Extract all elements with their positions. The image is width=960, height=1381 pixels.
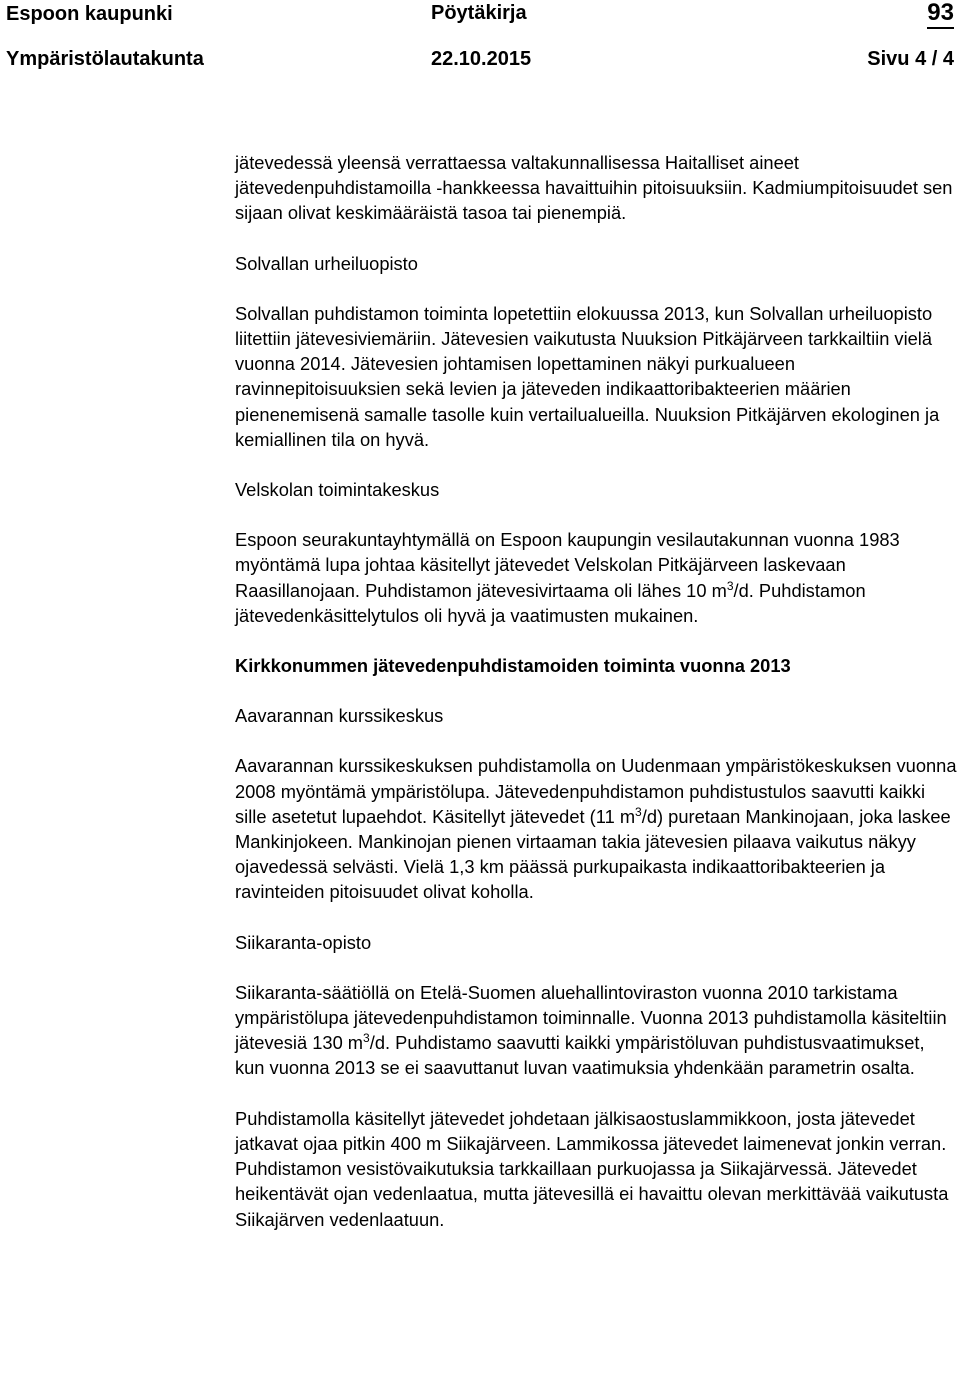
superscript: 3: [726, 578, 734, 593]
heading-kirkkonummi: Kirkkonummen jätevedenpuhdistamoiden toiminta vuonna 2013: [235, 655, 791, 677]
heading-solvalla: Solvallan urheiluopisto: [235, 252, 418, 274]
page-number: 93: [927, 1, 954, 29]
text-run: /d) puretaan Mankinojaan, joka laskee Mankinjokeen. Mankinojan pienen virtaaman takia jätevesien pilaava vaikutus näkyy ojavedessä selvästi. Vielä 1,3 km päässä purkupaikasta indikaattoribakteerien ja ravinteiden pitoisuudet olivat koholla.: [235, 805, 951, 903]
heading-velskola: Velskolan toimintakeskus: [235, 479, 440, 501]
paragraph-intro: jätevedessä yleensä verrattaessa valtakunnallisessa Haitalliset aineet jätevedenpuhdistamoilla -hankkeessa havaittuihin pitoisuuksiin. Kadmiumpitoisuudet sen sijaan olivat keskimääräistä tasoa tai pienempiä.: [235, 152, 953, 224]
paragraph-siikaranta: [235, 980, 957, 1081]
org-name: Espoon kaupunki: [6, 3, 173, 25]
doc-type: Pöytäkirja: [431, 2, 527, 24]
committee-name: Ympäristölautakunta: [6, 48, 204, 70]
text-run: Aavarannan kurssikeskuksen puhdistamolla on Uudenmaan ympäristökeskuksen vuonna 2008 myöntämä ympäristölupa. Jätevedenpuhdistamon puhdistustulos saavutti kaikki sille asetetut lupaehdot. Käsitellyt jätevedet (11 m: [235, 755, 957, 827]
superscript: 3: [635, 804, 642, 819]
document-body: [235, 150, 957, 1232]
header-row-1: [6, 1, 954, 29]
paragraph-aavaranta: [235, 753, 957, 904]
text-run: /d. Puhdistamon jätevedenkäsittelytulos oli hyvä ja vaatimusten mukainen.: [235, 579, 866, 626]
header-row-2: [6, 47, 954, 71]
superscript: 3: [363, 1031, 370, 1046]
heading-aavaranta: Aavarannan kurssikeskus: [235, 705, 444, 727]
heading-siikaranta: Siikaranta-opisto: [235, 931, 372, 953]
page-of: Sivu 4 / 4: [867, 48, 954, 70]
paragraph-final: Puhdistamolla käsitellyt jätevedet johdetaan jälkisaostuslammikkoon, josta jätevedet jatkavat ojaa pitkin 400 m Siikajärveen. Lammikossa jätevedet laimenevat jonkin verran. Puhdistamon vesistövaikutuksia tarkkaillaan purkuojassa ja Siikajärvessä. Jätevedet heikentävät ojan vedenlaatua, mutta jätevesillä ei havaittu olevan merkittävää vaikutusta Siikajärven vedenlaatuun.: [235, 1107, 949, 1230]
paragraph-velskola: [235, 527, 957, 628]
paragraph-solvalla: Solvallan puhdistamon toiminta lopetettiin elokuussa 2013, kun Solvallan urheiluopisto liitettiin jätevesiviemäriin. Jätevesien vaikutusta Nuuksion Pitkäjärveen tarkkailtiin vielä vuonna 2014. Jätevesien johtamisen lopettaminen näkyi purkualueen ravinnepitoisuuksien sekä levien ja jäteveden indikaattoribakteerien määrien pienenemisenä samalle tasolle kuin vertailualueilla. Nuuksion Pitkäjärven ekologinen ja kemiallinen tila on hyvä.: [235, 302, 940, 450]
text-run: /d. Puhdistamo saavutti kaikki ympäristöluvan puhdistusvaatimukset, kun vuonna 2013 se ei saavuttanut luvan vaatimuksia yhdenkään parametrin osalta.: [235, 1032, 925, 1079]
text-run: Espoon seurakuntayhtymällä on Espoon kaupungin vesilautakunnan vuonna 1983 myöntämä lupa johtaa käsitellyt jätevedet Velskolan Pitkäjärveen laskevaan Raasillanojaan. Puhdistamon jätevesivirtaama oli lähes 10 m: [235, 529, 900, 601]
meeting-date: 22.10.2015: [431, 48, 532, 70]
text-run: Siikaranta-säätiöllä on Etelä-Suomen aluehallintoviraston vuonna 2010 tarkistama ympäristölupa jätevedenpuhdistamon toiminnalle. Vuonna 2013 puhdistamolla käsiteltiin jätevesiä 130 m: [235, 981, 947, 1054]
page-number-box: [927, 1, 954, 29]
